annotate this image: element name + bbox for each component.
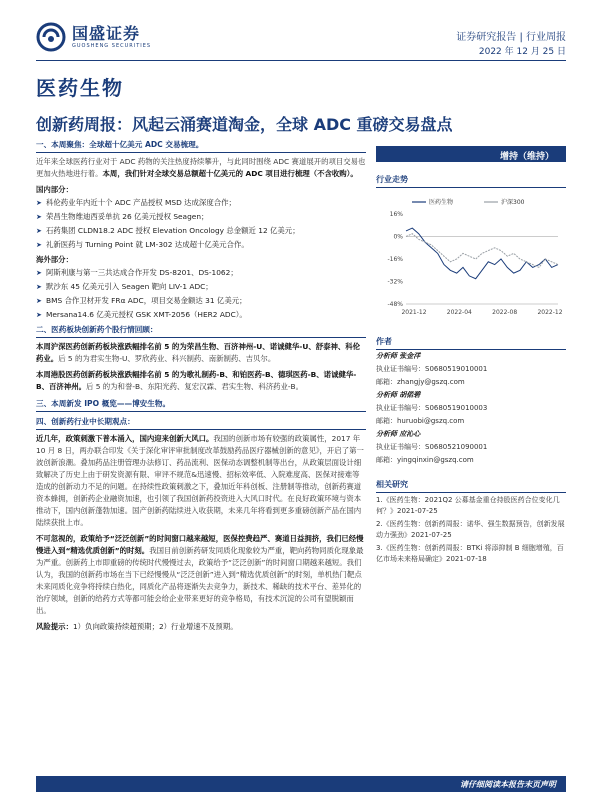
section-2-bold-text-1: 本周沪深医药创新药板块涨跌幅排名前 5 的为荣昌生物、百济神州-U、诺诚健华-U、舒泰神、科伦药业。 (36, 342, 361, 363)
list-item-text: 科伦药业年内近十个 ADC 产品授权 MSD 达成深度合作； (46, 198, 236, 207)
author-block (376, 350, 566, 389)
cert-number: S0680521090001 (425, 443, 488, 451)
section-2-paragraph-1 (36, 341, 366, 365)
risk-label: 风险提示： (36, 622, 73, 631)
list-item-text: Mersana14.6 亿美元授权 GSK XMT-2056（HER2 ADC）。 (46, 310, 247, 319)
section-1-text: 近年来全球医药行业对于 ADC 药物的关注热度持续攀升，与此同时围绕 ADC 赛道展开的项目交易也更加火热地进行着。 (36, 157, 366, 178)
author-name: 应沁心 (399, 430, 421, 438)
list-item-text: 荣昌生物维迪西妥单抗 26 亿美元授权 Seagen； (46, 212, 209, 221)
arrow-bullet-icon: ➤ (36, 269, 42, 277)
list-item (36, 225, 366, 237)
author-block (376, 389, 566, 428)
arrow-bullet-icon: ➤ (36, 297, 42, 305)
x-tick-label: 2022-08 (492, 309, 518, 316)
section-2-text-2: 后 5 的为和誉-B、东阳光药、复宏汉霖、君实生物、科济药业-B。 (85, 382, 304, 391)
list-item-text: 礼新医药与 Turning Point 就 LM-302 达成超十亿美元合作。 (46, 240, 249, 249)
section-1-paragraph (36, 156, 366, 180)
series-line-pharma (406, 228, 558, 279)
list-item (36, 267, 366, 279)
trend-heading: 行业走势 (376, 174, 566, 188)
section-1-bold-text: 本周，我们针对全球交易总额超十亿美元的 ADC 项目进行梳理（不含收购）。 (102, 169, 358, 178)
related-report-link[interactable]: 2.《医药生物：创新药周报：诺华、强生数据预告，创新发展动力强劲》2021-07-25 (376, 520, 565, 539)
list-item (36, 281, 366, 293)
section-3-heading: 三、本周新发 IPO 概览——博安生物。 (36, 397, 366, 412)
domestic-heading: 国内部分： (36, 185, 73, 194)
cert-label: 执业证书编号： (376, 443, 425, 451)
email-label: 邮箱： (376, 378, 397, 386)
y-tick-label: 0% (393, 233, 403, 241)
sector-title: 医药生物 (36, 76, 124, 100)
section-2-heading: 二、医药板块创新药个股行情回顾： (36, 323, 366, 338)
report-type: 证券研究报告 | 行业周报 (456, 32, 566, 43)
section-4-text-2: 我国目前创新药研发同质化现象较为严重，靶向药物同质化现象最为严重。创新药上市即重磅的传统时代慢慢过去，政策给予“泛泛创新”的时间窗口期越来越短。我们认为，我国的创新药市场在当下已经慢慢从“泛泛创新”进入到“精选优质创新”的时刻，单机热门靶点未来同质化竞争将持续白热化，同质化产品将逐渐失去竞争力，新技术、稀缺的技术平台、差异化的治疗领域，创新的给药方式等都可能会给企业带来更好的竞争格局，有技术沉淀的公司有望脱颖而出。 (36, 546, 364, 615)
y-tick-label: -48% (387, 301, 403, 308)
related-heading: 相关研究 (376, 479, 566, 493)
author-email-link[interactable]: huruobi@gszq.com (397, 417, 465, 425)
list-item-text: 石药集团 CLDN18.2 ADC 授权 Elevation Oncology 总金额近 12 亿美元； (46, 226, 300, 235)
domestic-list (36, 197, 366, 251)
sidebar (376, 146, 566, 565)
section-4-bold-text-1: 近几年，政策刺激下普本涌入，国内迎来创新大风口。 (36, 434, 214, 443)
risk-note (36, 621, 366, 633)
main-content (36, 138, 366, 633)
list-item (36, 295, 366, 307)
cert-label: 执业证书编号： (376, 404, 425, 412)
footer-disclaimer: 请仔细阅读本报告末页声明 (36, 776, 566, 792)
cert-label: 执业证书编号： (376, 365, 425, 373)
section-2-bold-text-2: 本周港股医药创新药板块涨跌幅排名前 5 的为歌礼制药-B、和铂医药-B、德琪医药-B、诺诚健华-B、百济神州。 (36, 370, 357, 391)
y-tick-label: -32% (387, 278, 403, 286)
x-tick-label: 2021-12 (401, 309, 427, 316)
arrow-bullet-icon: ➤ (36, 283, 42, 291)
cert-number: S0680519010001 (425, 365, 488, 373)
author-block (376, 428, 566, 467)
author-role: 分析师 (376, 430, 397, 438)
email-label: 邮箱： (376, 417, 397, 425)
list-item-text: 默沙东 45 亿美元引入 Seagen 靶向 LIV-1 ADC； (46, 282, 213, 291)
legend-label: 医药生物 (429, 199, 454, 206)
section-2-text-1: 后 5 的为君实生物-U、罗欣药业、科兴制药、南新制药、吉贝尔。 (58, 354, 276, 363)
author-heading: 作者 (376, 336, 566, 350)
list-item-text: BMS 合作卫材开发 FRα ADC，项目交易金额达 31 亿美元； (46, 296, 247, 305)
author-name: 张金洋 (399, 352, 421, 360)
section-2-paragraph-2 (36, 369, 366, 393)
trend-chart-svg (376, 192, 566, 322)
report-title: 创新药周报：风起云涌赛道淘金，全球 ADC 重磅交易盘点 (36, 115, 453, 134)
page-header (0, 0, 600, 64)
list-item (36, 197, 366, 209)
section-4-bold-text-2: 不可忽视的，政策给予“泛泛创新”的时间窗口越来越短，医保控费趋严、赛道日益拥挤，我们已经慢慢进入到“精选优质创新”的时刻。 (36, 534, 364, 555)
arrow-bullet-icon: ➤ (36, 227, 42, 235)
y-tick-label: -16% (387, 256, 403, 263)
logo (36, 22, 151, 52)
author-role: 分析师 (376, 352, 397, 360)
logo-text-en: GUOSHENG SECURITIES (72, 42, 152, 49)
rating-badge: 增持（维持） (376, 146, 566, 162)
author-role: 分析师 (376, 391, 397, 399)
section-1-heading: 一、本周聚焦：全球超十亿美元 ADC 交易梳理。 (36, 138, 366, 153)
legend-label: 沪深300 (501, 199, 525, 206)
logo-text-cn: 国盛证券 (72, 23, 141, 43)
list-item (36, 239, 366, 251)
arrow-bullet-icon: ➤ (36, 311, 42, 319)
related-list (376, 495, 566, 565)
email-label: 邮箱： (376, 456, 397, 464)
list-item (36, 211, 366, 223)
arrow-bullet-icon: ➤ (36, 199, 42, 207)
related-report-link[interactable]: 3.《医药生物：创新药周报：BTKi 将添抑制 B 细胞增殖，百亿市场未来格局确定》2021-07-18 (376, 544, 564, 563)
y-tick-label: 16% (389, 211, 403, 218)
author-name: 胡偌碧 (399, 391, 421, 399)
trend-chart (376, 192, 566, 324)
overseas-heading: 海外部分： (36, 255, 73, 264)
list-item (36, 309, 366, 321)
risk-text: 1）负向政策持续超预期；2）行业增速不及预期。 (72, 622, 238, 631)
related-report-link[interactable]: 1.《医药生物：2021Q2 公募基金重仓持股医药合位变化几何？》2021-07-25 (376, 496, 560, 515)
report-date: 2022 年 12 月 25 日 (478, 47, 566, 57)
cert-number: S0680519010003 (425, 404, 488, 412)
series-line-csi300 (406, 234, 558, 268)
section-4-heading: 四、创新药行业中长期观点： (36, 415, 366, 430)
list-item-text: 阿斯利康与第一三共达成合作开发 DS-8201、DS-1062； (46, 268, 238, 277)
author-list (376, 350, 566, 467)
x-tick-label: 2022-04 (446, 309, 472, 316)
author-email-link[interactable]: zhangjy@gszq.com (397, 378, 465, 386)
overseas-list (36, 267, 366, 321)
header-divider (36, 60, 566, 61)
arrow-bullet-icon: ➤ (36, 241, 42, 249)
x-tick-label: 2022-12 (537, 309, 563, 316)
section-4-text-1: 我国的创新市场有较强的政策属性，2017 年 10 月 8 日，两办联合印发《关于深化审评审批制度改革鼓励药品医疗器械创新的意见》，开启了第一波创新浪潮。叠加药品注册管理办法修订、药品流利、医保动态调整机制等出台，从政策层面设计细致解决了历史上由于研发资源有限、审评不规范&迅速慢、招标效率低、入院难度高、医保对接难等造成的创新动力不足的问题。在持续性政策刺激之下，叠加近年科创板、注册制等推动，创新药赛道资本蜂拥，创新药企业融资加速，也引领了我国创新药投资进入大风口时代。在良好政策环境与资本推动下，国内创新蓬勃加速。国产创新药陆续进入收获期，未来几年将看到更多重磅创新产品在国内陆续获批上市。 (36, 434, 364, 527)
section-4-paragraph-2 (36, 533, 366, 617)
section-4-paragraph-1 (36, 433, 366, 529)
arrow-bullet-icon: ➤ (36, 213, 42, 221)
author-email-link[interactable]: yingqinxin@gszq.com (397, 456, 474, 464)
guosheng-logo-icon (36, 22, 66, 52)
